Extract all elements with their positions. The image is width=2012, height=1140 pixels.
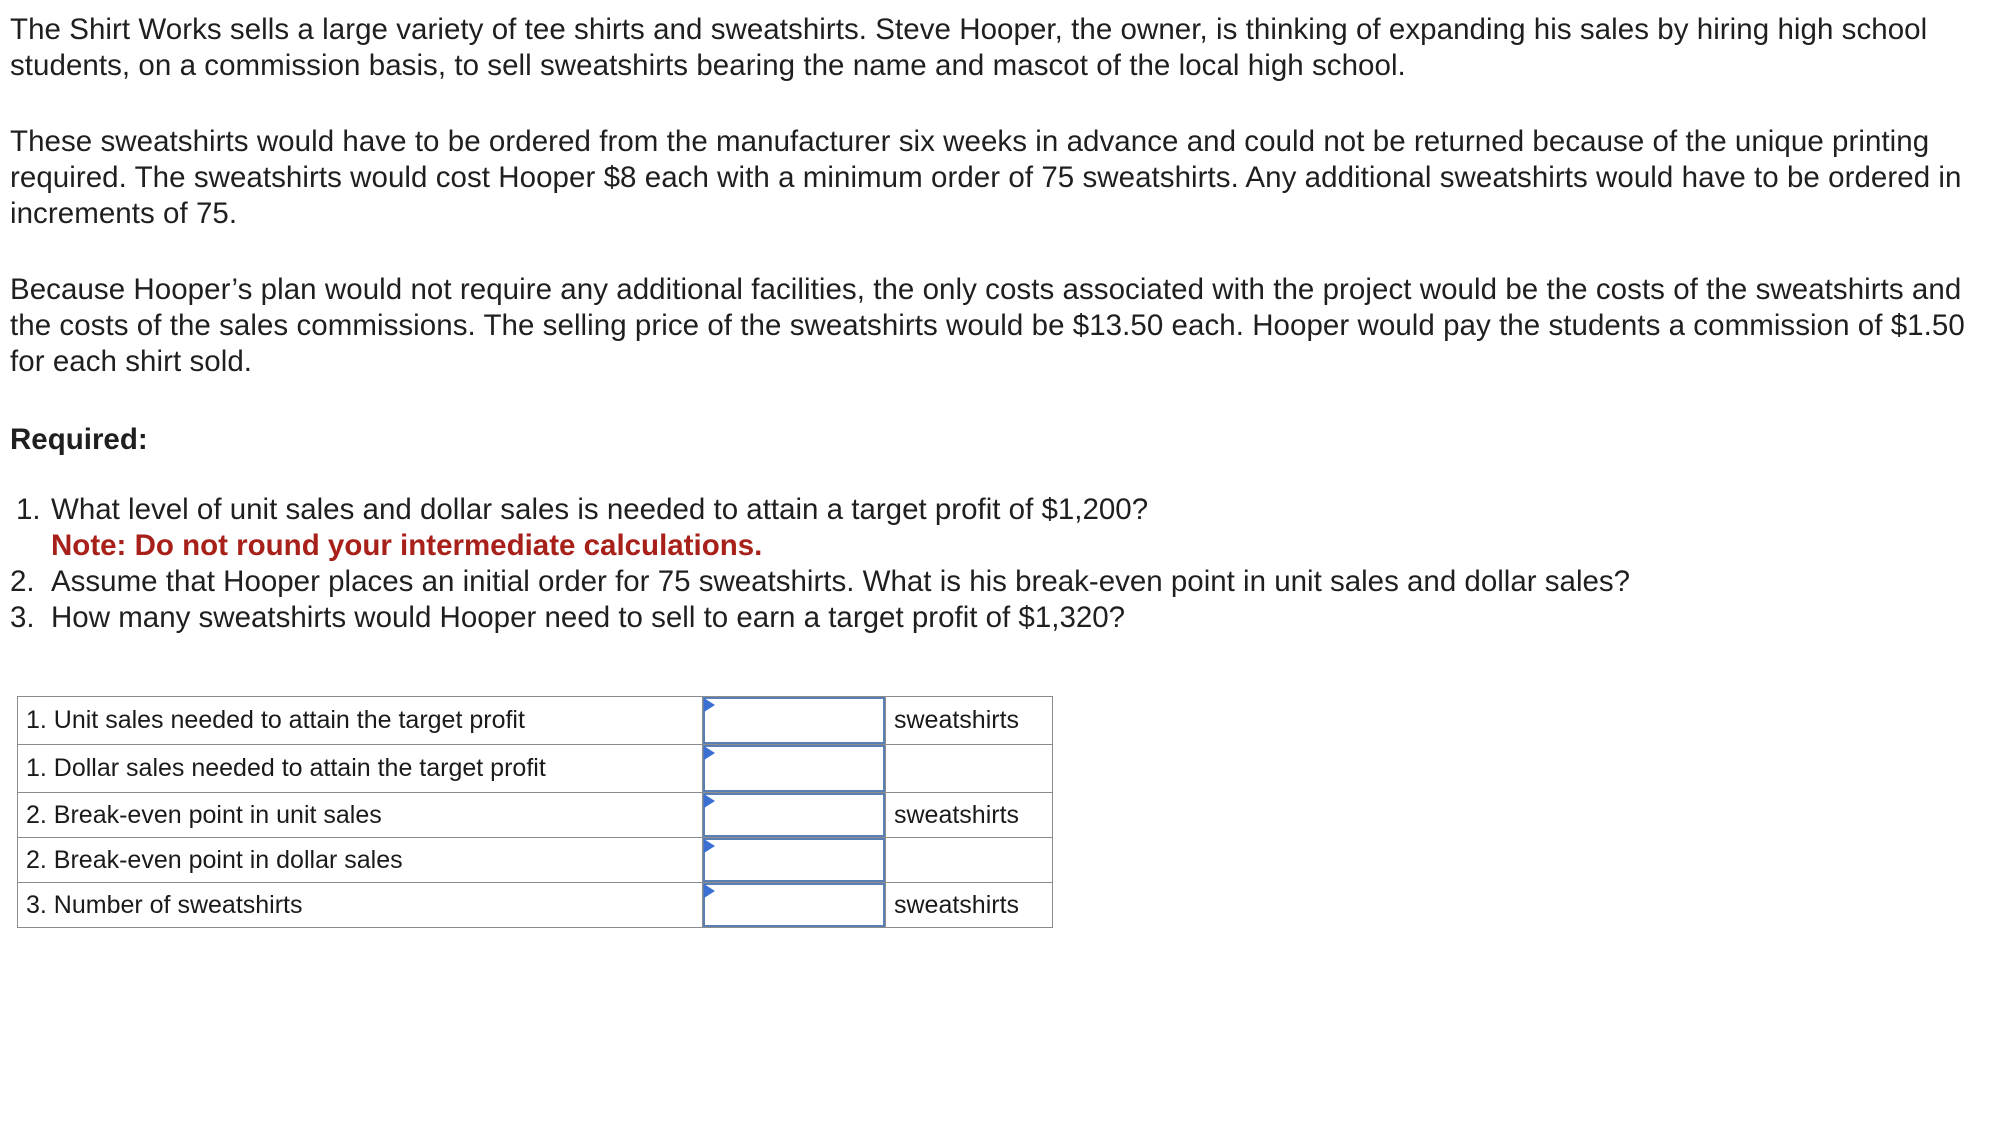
flag-marker-icon (704, 839, 715, 853)
flag-marker-icon (704, 884, 715, 898)
answer-label: 1. Dollar sales needed to attain the target profit (18, 745, 703, 793)
question-number: 3. (10, 601, 35, 634)
question-3 (10, 600, 1970, 636)
break-even-dollars-input[interactable] (703, 838, 885, 882)
problem-paragraph-1: The Shirt Works sells a large variety of tee shirts and sweatshirts. Steve Hooper, the owner, is thinking of expanding his sales by hiring high school students, on a commission basis, to sell sweatshirts bearing the name and mascot of the local high school. (10, 13, 1928, 82)
flag-marker-icon (704, 794, 715, 808)
question-note: Note: Do not round your intermediate calculations. (51, 529, 763, 562)
answer-unit: sweatshirts (886, 697, 1053, 745)
answer-label: 2. Break-even point in unit sales (18, 793, 703, 838)
question-1 (10, 492, 1970, 564)
question-text: How many sweatshirts would Hooper need to sell to earn a target profit of $1,320? (51, 601, 1126, 634)
answer-unit: sweatshirts (886, 883, 1053, 928)
answer-row (18, 793, 1053, 838)
answer-label: 1. Unit sales needed to attain the target profit (18, 697, 703, 745)
question-2 (10, 564, 1970, 600)
required-heading: Required: (10, 423, 148, 456)
number-of-sweatshirts-input[interactable] (703, 883, 885, 927)
question-number: 2. (10, 565, 35, 598)
answer-label: 3. Number of sweatshirts (18, 883, 703, 928)
unit-sales-target-input[interactable] (703, 697, 885, 744)
question-text: Assume that Hooper places an initial order for 75 sweatshirts. What is his break-even point in unit sales and dollar sales? (51, 565, 1631, 598)
answer-row (18, 745, 1053, 793)
question-number: 1. (16, 493, 41, 526)
answer-row (18, 697, 1053, 745)
question-text: What level of unit sales and dollar sales is needed to attain a target profit of $1,200? (51, 493, 1149, 526)
answer-input-cell (703, 838, 886, 883)
answer-input-cell (703, 697, 886, 745)
flag-marker-icon (704, 698, 715, 712)
flag-marker-icon (704, 746, 715, 760)
answer-unit: sweatshirts (886, 793, 1053, 838)
dollar-sales-target-input[interactable] (703, 745, 885, 792)
answer-input-cell (703, 883, 886, 928)
questions-list (10, 492, 1970, 636)
problem-content (10, 12, 1970, 636)
answer-row (18, 883, 1053, 928)
answer-row (18, 838, 1053, 883)
answer-unit (886, 838, 1053, 883)
break-even-units-input[interactable] (703, 793, 885, 837)
answer-label: 2. Break-even point in dollar sales (18, 838, 703, 883)
problem-paragraph-2: These sweatshirts would have to be ordered from the manufacturer six weeks in advance and could not be returned because of the unique printing required. The sweatshirts would cost Hooper $8 each with a minimum order of 75 sweatshirts. Any additional sweatshirts would have to be ordered in increments of 75. (10, 125, 1962, 230)
answer-input-cell (703, 793, 886, 838)
problem-paragraph-3: Because Hooper’s plan would not require any additional facilities, the only costs associated with the project would be the costs of the sweatshirts and the costs of the sales commissions. The selling price of the sweatshirts would be $13.50 each. Hooper would pay the students a commission of $1.50 for each shirt sold. (10, 273, 1965, 378)
answer-unit (886, 745, 1053, 793)
answer-table (17, 696, 1053, 928)
answer-input-cell (703, 745, 886, 793)
